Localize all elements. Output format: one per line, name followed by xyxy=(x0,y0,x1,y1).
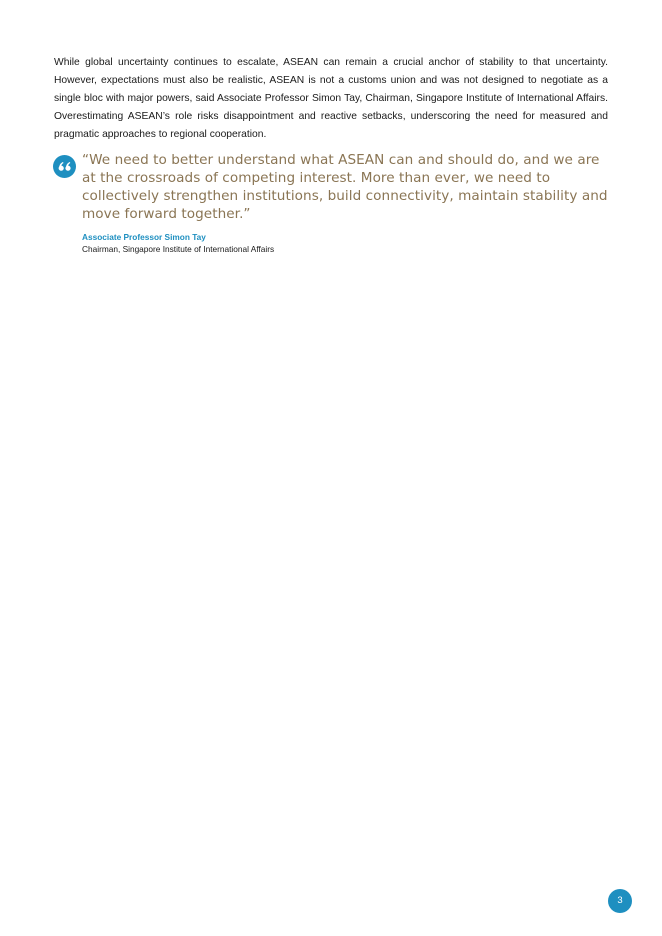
page-number-badge: 3 xyxy=(608,889,632,913)
quote-attribution-name: Associate Professor Simon Tay xyxy=(82,232,206,242)
quote-attribution-title: Chairman, Singapore Institute of International Affairs xyxy=(82,244,275,254)
body-paragraph: While global uncertainty continues to escalate, ASEAN can remain a crucial anchor of stability to that uncertainty. However, expectations must also be realistic, ASEAN is not a customs union and was not designed to negotiate as a single bloc with major powers, said Associate Professor Simon Tay, Chairman, Singapore Institute of International Affairs. Overestimating ASEAN’s role risks disappointment and reactive setbacks, underscoring the need for measured and pragmatic approaches to regional cooperation. xyxy=(54,57,608,140)
pull-quote-text: “We need to better understand what ASEAN can and should do, and we are at the crossroads of competing interest. More than ever, we need to collectively strengthen institutions, build connectivity, maintain stability and move forward together.” xyxy=(82,152,608,222)
quote-mark-icon xyxy=(53,155,76,178)
